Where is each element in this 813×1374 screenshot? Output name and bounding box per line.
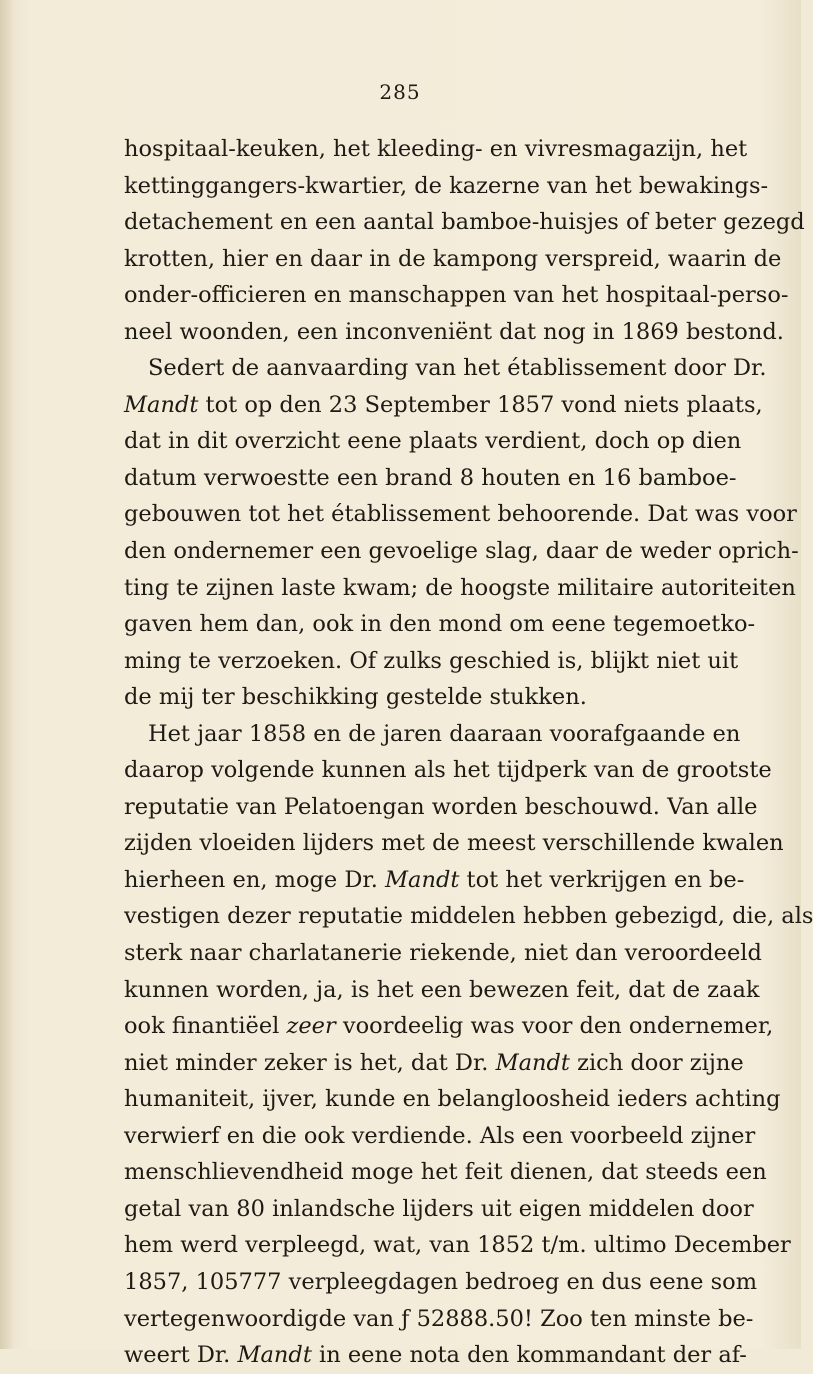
text-line: ting te zijnen laste kwam; de hoogste militaire autoriteiten [124, 574, 796, 601]
text-line: krotten, hier en daar in de kampong verspreid, waarin de [124, 245, 782, 272]
text-fragment: weert Dr. [124, 1342, 238, 1369]
text-line: detachement en een aantal bamboe-huisjes of beter gezegd [124, 209, 805, 236]
text-line: zijden vloeiden lijders met de meest verschillende kwalen [124, 830, 784, 857]
text-fragment: tot het verkrijgen en be- [459, 866, 745, 893]
text-line [124, 387, 763, 424]
text-line: neel woonden, een inconveniënt dat nog in 1869 bestond. [124, 318, 784, 345]
text-fragment: niet minder zeker is het, dat Dr. [124, 1049, 496, 1076]
text-line: onder-officieren en manschappen van het hospitaal-perso- [124, 282, 789, 309]
text-line: ming te verzoeken. Of zulks geschied is, blijkt niet uit [124, 647, 739, 674]
author-name-italic: Mandt [495, 1049, 570, 1076]
text-line: reputatie van Pelatoengan worden beschouwd. Van alle [124, 793, 758, 820]
paragraph-start-line: Sedert de aanvaarding van het établissement door Dr. [148, 355, 767, 382]
text-fragment: in eene nota den kommandant der af- [311, 1342, 747, 1369]
text-line [124, 862, 745, 899]
text-line: getal van 80 inlandsche lijders uit eigen middelen door [124, 1195, 754, 1222]
text-line: 1857, 105777 verpleegdagen bedroeg en dus eene som [124, 1268, 758, 1295]
author-name-italic: Mandt [237, 1342, 312, 1369]
text-line: dat in dit overzicht eene plaats verdient, doch op dien [124, 428, 742, 455]
page-number: 285 [379, 80, 421, 104]
text-line: verwierf en die ook verdiende. Als een voorbeeld zijner [124, 1122, 756, 1149]
body-text [124, 131, 813, 1374]
text-line: vertegenwoordigde van ƒ 52888.50! Zoo ten minste be- [124, 1305, 754, 1332]
author-name-italic: Mandt [124, 391, 199, 418]
paragraph-start-line: Het jaar 1858 en de jaren daaraan voorafgaande en [148, 720, 741, 747]
emphasis-italic: zeer [286, 1013, 336, 1040]
text-line: sterk naar charlatanerie riekende, niet dan veroordeeld [124, 940, 762, 967]
text-line: gebouwen tot het établissement behoorende. Dat was voor [124, 501, 797, 528]
author-name-italic: Mandt [385, 866, 460, 893]
text-line: daarop volgende kunnen als het tijdperk van de grootste [124, 757, 772, 784]
text-line: kettinggangers-kwartier, de kazerne van het bewakings- [124, 172, 769, 199]
text-line: den ondernemer een gevoelige slag, daar de weder oprich- [124, 538, 799, 565]
text-line [124, 1045, 744, 1082]
text-fragment: zich door zijne [569, 1049, 744, 1076]
text-line [124, 1008, 774, 1045]
text-fragment: tot op den 23 September 1857 vond niets plaats, [198, 391, 763, 418]
text-fragment: voordeelig was voor den ondernemer, [335, 1013, 774, 1040]
text-fragment: ook finantiëel [124, 1013, 287, 1040]
text-line [124, 1337, 747, 1374]
text-line: kunnen worden, ja, is het een bewezen feit, dat de zaak [124, 976, 760, 1003]
page-edge-shadow [0, 0, 14, 1349]
text-line: hospitaal-keuken, het kleeding- en vivresmagazijn, het [124, 136, 748, 162]
text-line: hem werd verpleegd, wat, van 1852 t/m. ultimo December [124, 1232, 791, 1259]
text-line: humaniteit, ijver, kunde en belangloosheid ieders achting [124, 1086, 781, 1113]
text-fragment: hierheen en, moge Dr. [124, 866, 386, 893]
text-line: de mij ter beschikking gestelde stukken. [124, 684, 587, 711]
text-line: menschlievendheid moge het feit dienen, dat steeds een [124, 1159, 767, 1186]
text-line: datum verwoestte een brand 8 houten en 16 bamboe- [124, 464, 737, 491]
text-line: vestigen dezer reputatie middelen hebben gebezigd, die, als [124, 903, 813, 930]
text-line: gaven hem dan, ook in den mond om eene tegemoetko- [124, 611, 756, 638]
